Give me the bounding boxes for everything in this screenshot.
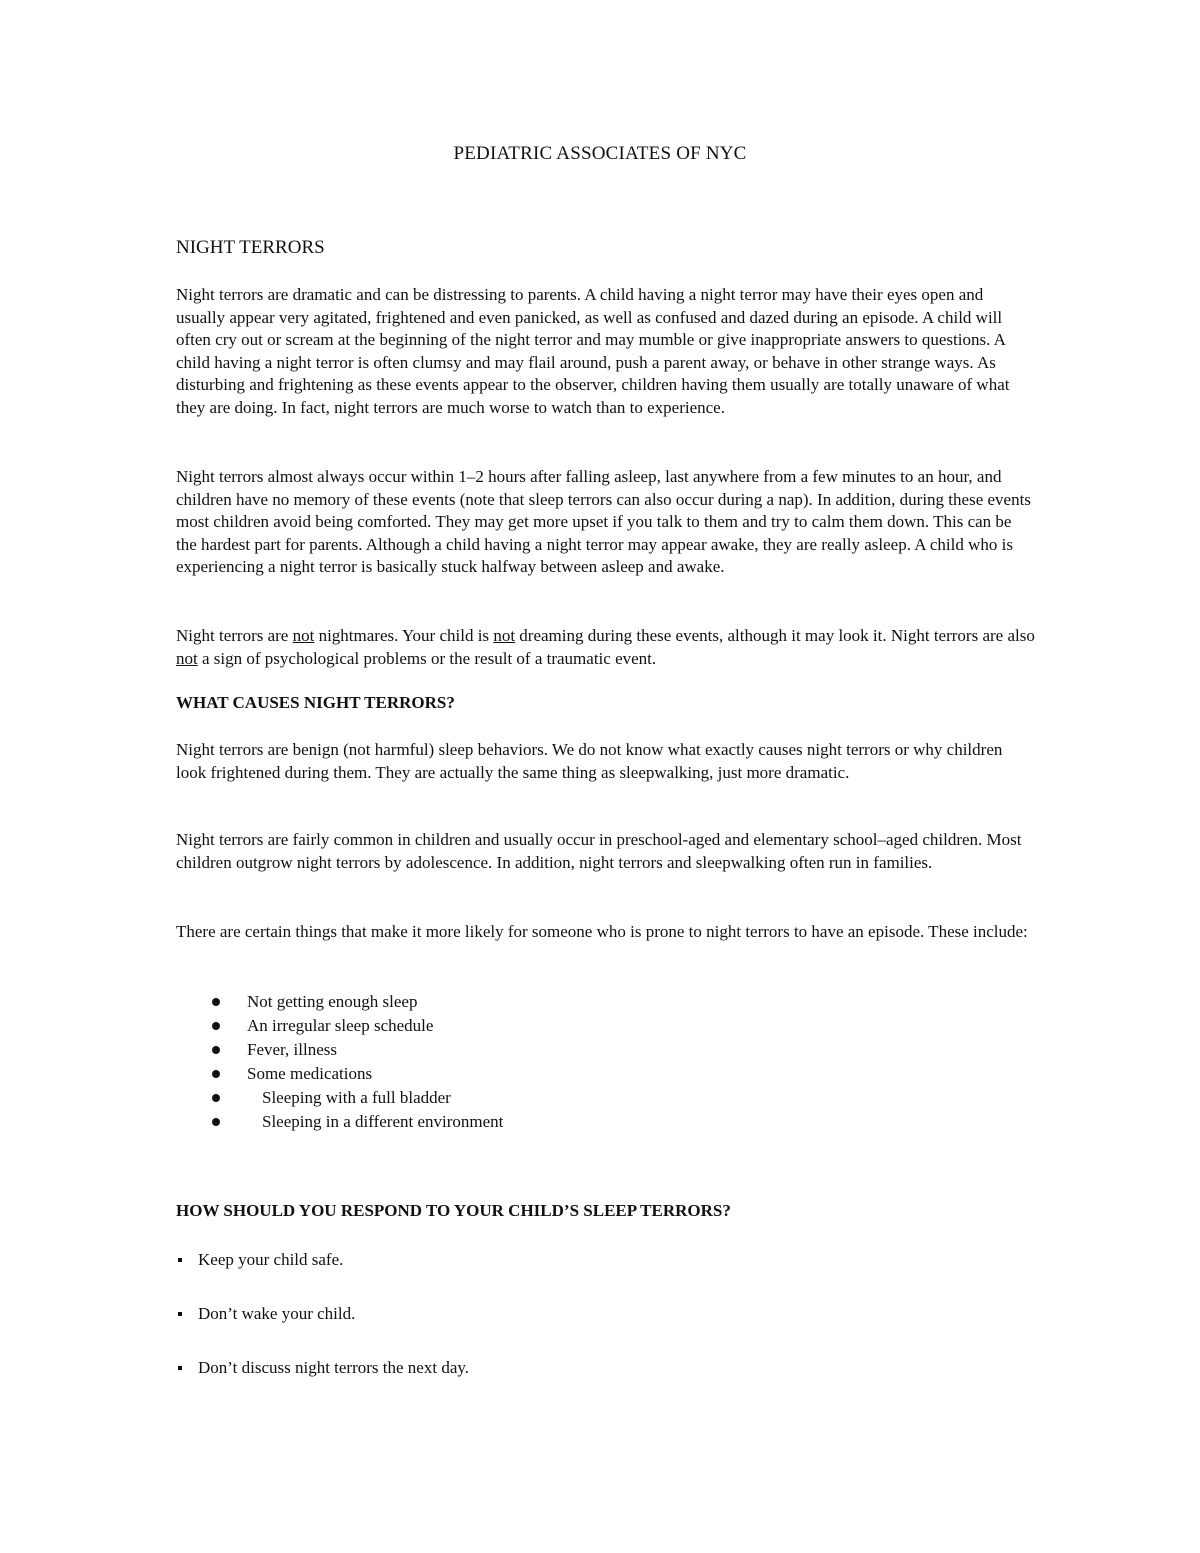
bullet-icon <box>212 1022 220 1030</box>
list-item-text: An irregular sleep schedule <box>247 1016 434 1035</box>
response-item <box>176 1358 469 1378</box>
bullet-icon <box>212 998 220 1006</box>
timing-paragraph: Night terrors almost always occur within 1–2 hours after falling asleep, last anywhere from a few minutes to an hour, and children have no memory of these events (note that sleep terrors can also occur during a nap). In addition, during these events most children avoid being comforted. They may get more upset if you talk to them and try to calm them down. This can be the hardest part for parents. Although a child having a night terror may appear awake, they are really asleep. A child who is experiencing a night terror is basically stuck halfway between asleep and awake. <box>176 467 1031 577</box>
response-item-text: Keep your child safe. <box>198 1250 344 1269</box>
list-item <box>206 1015 503 1039</box>
not-nightmares-paragraph <box>176 625 1036 670</box>
text-segment: a sign of psychological problems or the result of a traumatic event. <box>197 648 657 668</box>
square-bullet-icon <box>178 1366 182 1370</box>
list-item <box>206 1039 503 1063</box>
triggers-intro-paragraph: There are certain things that make it more likely for someone who is prone to night terrors to have an episode. These include: <box>176 922 1028 941</box>
text-segment: Night terrors are <box>176 626 293 645</box>
causes-paragraph: Night terrors are benign (not harmful) sleep behaviors. We do not know what exactly causes night terrors or why children look frightened during them. They are actually the same thing as sleepwalking, just more dramatic. <box>176 740 1003 782</box>
emphasis-not: not <box>493 626 516 645</box>
response-item-text: Don’t discuss night terrors the next day. <box>198 1358 470 1377</box>
bullet-icon <box>212 1070 220 1078</box>
bullet-icon <box>212 1118 220 1126</box>
response-item <box>176 1250 343 1270</box>
list-item-text: Not getting enough sleep <box>247 992 418 1011</box>
bullet-icon <box>212 1094 220 1102</box>
list-item <box>206 1063 503 1087</box>
square-bullet-icon <box>178 1258 182 1262</box>
response-item-text: Don’t wake your child. <box>198 1304 356 1323</box>
text-segment: dreaming during these events, although it may look it. Night terrors are also <box>515 626 1035 645</box>
bullet-icon <box>212 1046 220 1054</box>
list-item <box>206 991 503 1015</box>
list-item-text: Some medications <box>247 1064 373 1083</box>
response-item <box>176 1304 355 1324</box>
triggers-list <box>206 991 503 1135</box>
text-segment: nightmares. Your child is <box>314 626 494 645</box>
list-item-text: Sleeping with a full bladder <box>262 1088 451 1107</box>
page-title: NIGHT TERRORS <box>176 237 325 258</box>
causes-heading: WHAT CAUSES NIGHT TERRORS? <box>176 693 455 712</box>
organization-title: PEDIATRIC ASSOCIATES OF NYC <box>453 143 747 164</box>
list-item-text: Fever, illness <box>247 1040 337 1059</box>
intro-paragraph: Night terrors are dramatic and can be distressing to parents. A child having a night terror may have their eyes open and usually appear very agitated, frightened and even panicked, as well as confused and dazed during an episode. A child will often cry out or scream at the beginning of the night terror and may mumble or give inappropriate answers to questions. A child having a night terror is often clumsy and may flail around, push a parent away, or behave in other strange ways. As disturbing and frightening as these events appear to the observer, children having them usually are totally unaware of what they are doing. In fact, night terrors are much worse to watch than to experience. <box>176 285 1010 417</box>
prevalence-paragraph: Night terrors are fairly common in children and usually occur in preschool-aged and elementary school–aged children. Most children outgrow night terrors by adolescence. In addition, night terrors and sleepwalking often run in families. <box>176 830 1022 872</box>
list-item <box>206 1111 503 1135</box>
list-item <box>206 1087 503 1111</box>
list-item-text: Sleeping in a different environment <box>262 1112 504 1131</box>
emphasis-not: not <box>176 648 198 668</box>
respond-heading: HOW SHOULD YOU RESPOND TO YOUR CHILD’S SLEEP TERRORS? <box>176 1201 731 1220</box>
square-bullet-icon <box>178 1312 182 1316</box>
emphasis-not: not <box>292 626 315 645</box>
